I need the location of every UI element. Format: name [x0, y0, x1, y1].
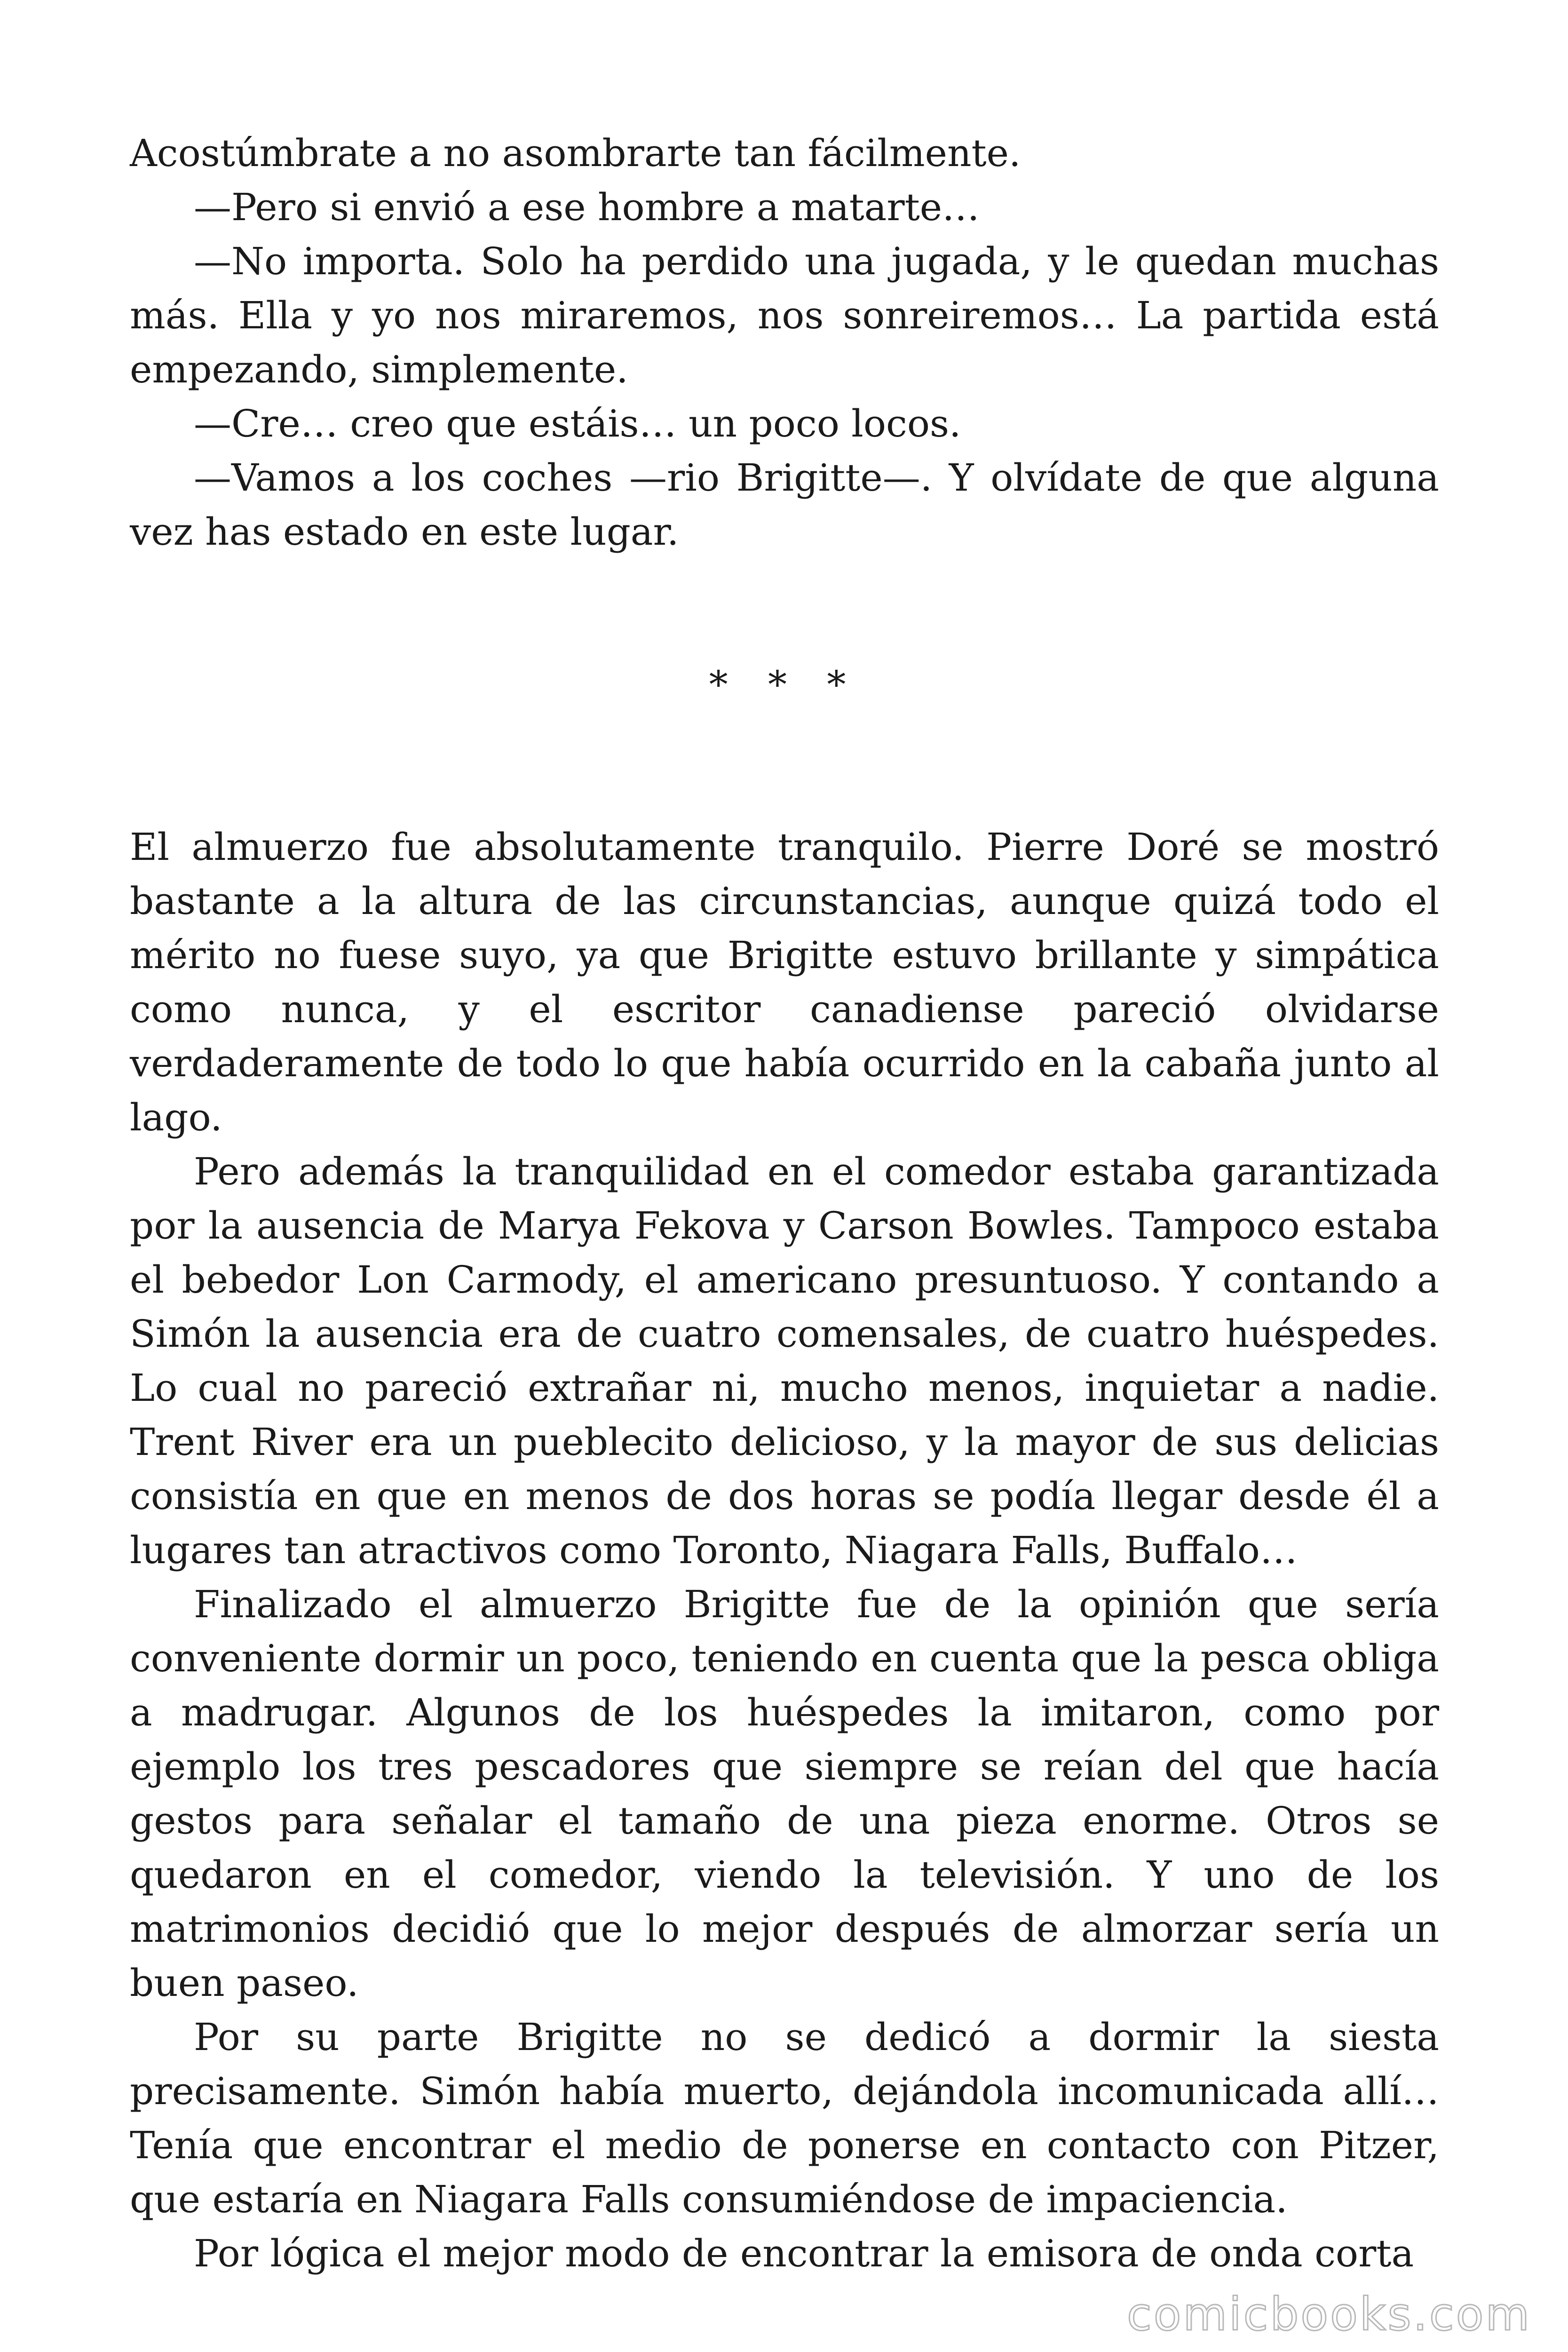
- paragraph: Finalizado el almuerzo Brigitte fue de la opinión que sería conveniente dormir un poco, teniendo en cuenta que la pesca obliga a madrugar. Algunos de los huéspedes la imitaron, como por ejemplo los tres pescadores que siempre se reían del que hacía gestos para señalar el tamaño de una pieza enorme. Otros se quedaron en el comedor, viendo la televisión. Y uno de los matrimonios decidió que lo mejor después de almorzar sería un buen paseo.: [130, 1582, 1439, 2005]
- paragraph: Por lógica el mejor modo de encontrar la emisora de onda corta: [194, 2232, 1414, 2275]
- text-section-top: [130, 126, 1439, 559]
- paragraph: Por su parte Brigitte no se dedicó a dormir la siesta precisamente. Simón había muerto, dejándola incomunicada allí… Tenía que encontrar el medio de ponerse en contacto con Pitzer, que estaría en Niagara Falls consumiéndose de impaciencia.: [130, 2015, 1439, 2221]
- text-section-bottom: [130, 820, 1439, 2280]
- page-body: [130, 126, 1439, 2280]
- paragraph: Acostúmbrate a no asombrarte tan fácilmente.: [130, 131, 1021, 175]
- paragraph: Pero además la tranquilidad en el comedor estaba garantizada por la ausencia de Marya Fekova y Carson Bowles. Tampoco estaba el bebedor Lon Carmody, el americano presuntuoso. Y contando a Simón la ausencia era de cuatro comensales, de cuatro huéspedes. Lo cual no pareció extrañar ni, mucho menos, inquietar a nadie. Trent River era un pueblecito delicioso, y la mayor de sus delicias consistía en que en menos de dos horas se podía llegar desde él a lugares tan atractivos como Toronto, Niagara Falls, Buffalo…: [130, 1150, 1439, 1572]
- paragraph: —No importa. Solo ha perdido una jugada, y le quedan muchas más. Ella y yo nos miraremos, nos sonreiremos… La partida está empezando, simplemente.: [130, 239, 1439, 391]
- paragraph: —Cre… creo que estáis… un poco locos.: [194, 402, 961, 445]
- section-separator: * * *: [709, 663, 860, 707]
- paragraph: —Pero si envió a ese hombre a matarte…: [194, 185, 980, 229]
- paragraph: El almuerzo fue absolutamente tranquilo. Pierre Doré se mostró bastante a la altura de las circunstancias, aunque quizá todo el mérito no fuese suyo, ya que Brigitte estuvo brillante y simpática como nunca, y el escritor canadiense pareció olvidarse verdaderamente de todo lo que había ocurrido en la cabaña junto al lago.: [130, 825, 1439, 1139]
- watermark: comicbooks.com: [1126, 2288, 1531, 2341]
- paragraph: —Vamos a los coches —rio Brigitte—. Y olvídate de que alguna vez has estado en este lugar.: [130, 456, 1439, 554]
